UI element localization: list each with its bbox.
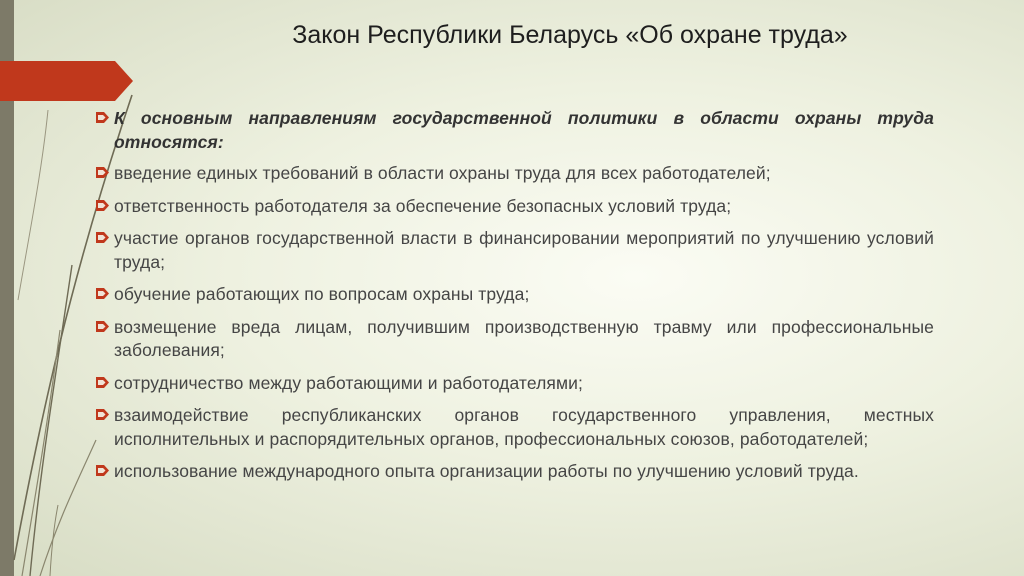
red-arrow-bullet-icon xyxy=(96,408,110,421)
red-arrow-bullet-icon xyxy=(96,231,110,244)
list-item-text: использование международного опыта организации работы по улучшению условий труда. xyxy=(114,461,859,481)
list-item-text: ответственность работодателя за обеспечение безопасных условий труда; xyxy=(114,195,732,216)
red-arrow-bullet-icon xyxy=(96,199,110,212)
list-item xyxy=(96,283,934,307)
bullet-list xyxy=(96,107,934,493)
red-arrow-bullet-icon xyxy=(96,320,110,333)
list-item-text: участие органов государственной власти в финансировании мероприятий по улучшению условий труда; xyxy=(114,228,934,272)
list-item xyxy=(96,195,934,219)
list-item-text: взаимодействие республиканских органов государственного управления, местных исполнительных и распорядительных органов, профессиональных союзов, работодателей; xyxy=(114,405,934,449)
list-item xyxy=(96,162,934,186)
list-item xyxy=(96,404,934,451)
list-item-text: возмещение вреда лицам, получившим производственную травму или профессиональные заболевания; xyxy=(114,316,934,360)
list-item xyxy=(96,460,934,484)
red-arrow-banner xyxy=(0,61,133,101)
list-item xyxy=(96,227,934,274)
red-arrow-bullet-icon xyxy=(96,111,110,124)
slide-title: Закон Республики Беларусь «Об охране труда» xyxy=(292,21,848,49)
list-item-text: К основным направлениям государственной политики в области охраны труда относятся: xyxy=(114,108,934,152)
list-item-text: обучение работающих по вопросам охраны труда; xyxy=(114,284,530,304)
list-item xyxy=(96,372,934,396)
list-item xyxy=(96,316,934,363)
red-arrow-bullet-icon xyxy=(96,166,110,179)
red-arrow-bullet-icon xyxy=(96,287,110,300)
red-arrow-bullet-icon xyxy=(96,376,110,389)
red-arrow-bullet-icon xyxy=(96,464,110,477)
list-item-lead xyxy=(96,107,934,154)
list-item-text: введение единых требований в области охраны труда для всех работодателей; xyxy=(114,163,771,183)
list-item-text: сотрудничество между работающими и работодателями; xyxy=(114,372,583,393)
